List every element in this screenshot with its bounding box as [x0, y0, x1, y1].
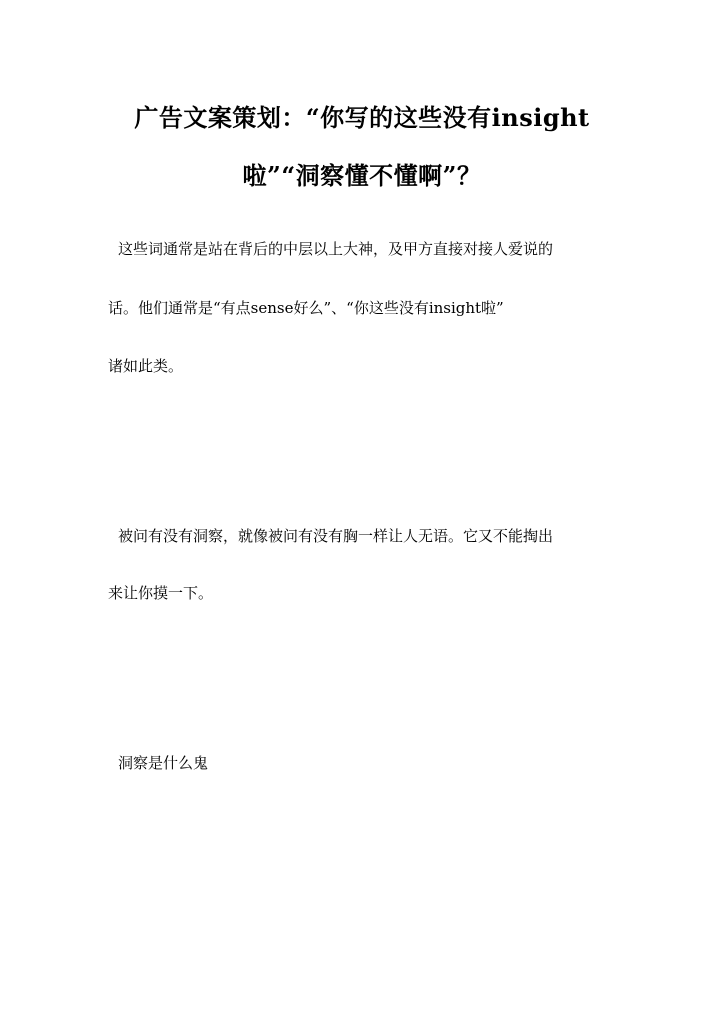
- document-title-line-2: 啦”“洞察懂不懂啊”？: [242, 161, 482, 190]
- document-title-line-1: 广告文案策划：“你写的这些没有insight: [134, 103, 590, 132]
- paragraph-2-line-1: 被问有没有洞察，就像被问有没有胸一样让人无语。它又不能掏出: [118, 527, 554, 545]
- paragraph-1-line-3: 诸如此类。: [108, 357, 184, 375]
- paragraph-1-line-1: 这些词通常是站在背后的中层以上大神，及甲方直接对接人爱说的: [118, 240, 554, 258]
- paragraph-1-line-2: 话。他们通常是“有点sense好么”、“你这些没有insight啦”: [108, 299, 504, 317]
- paragraph-3-line-1: 洞察是什么鬼: [118, 754, 209, 772]
- paragraph-2-line-2: 来让你摸一下。: [108, 584, 214, 602]
